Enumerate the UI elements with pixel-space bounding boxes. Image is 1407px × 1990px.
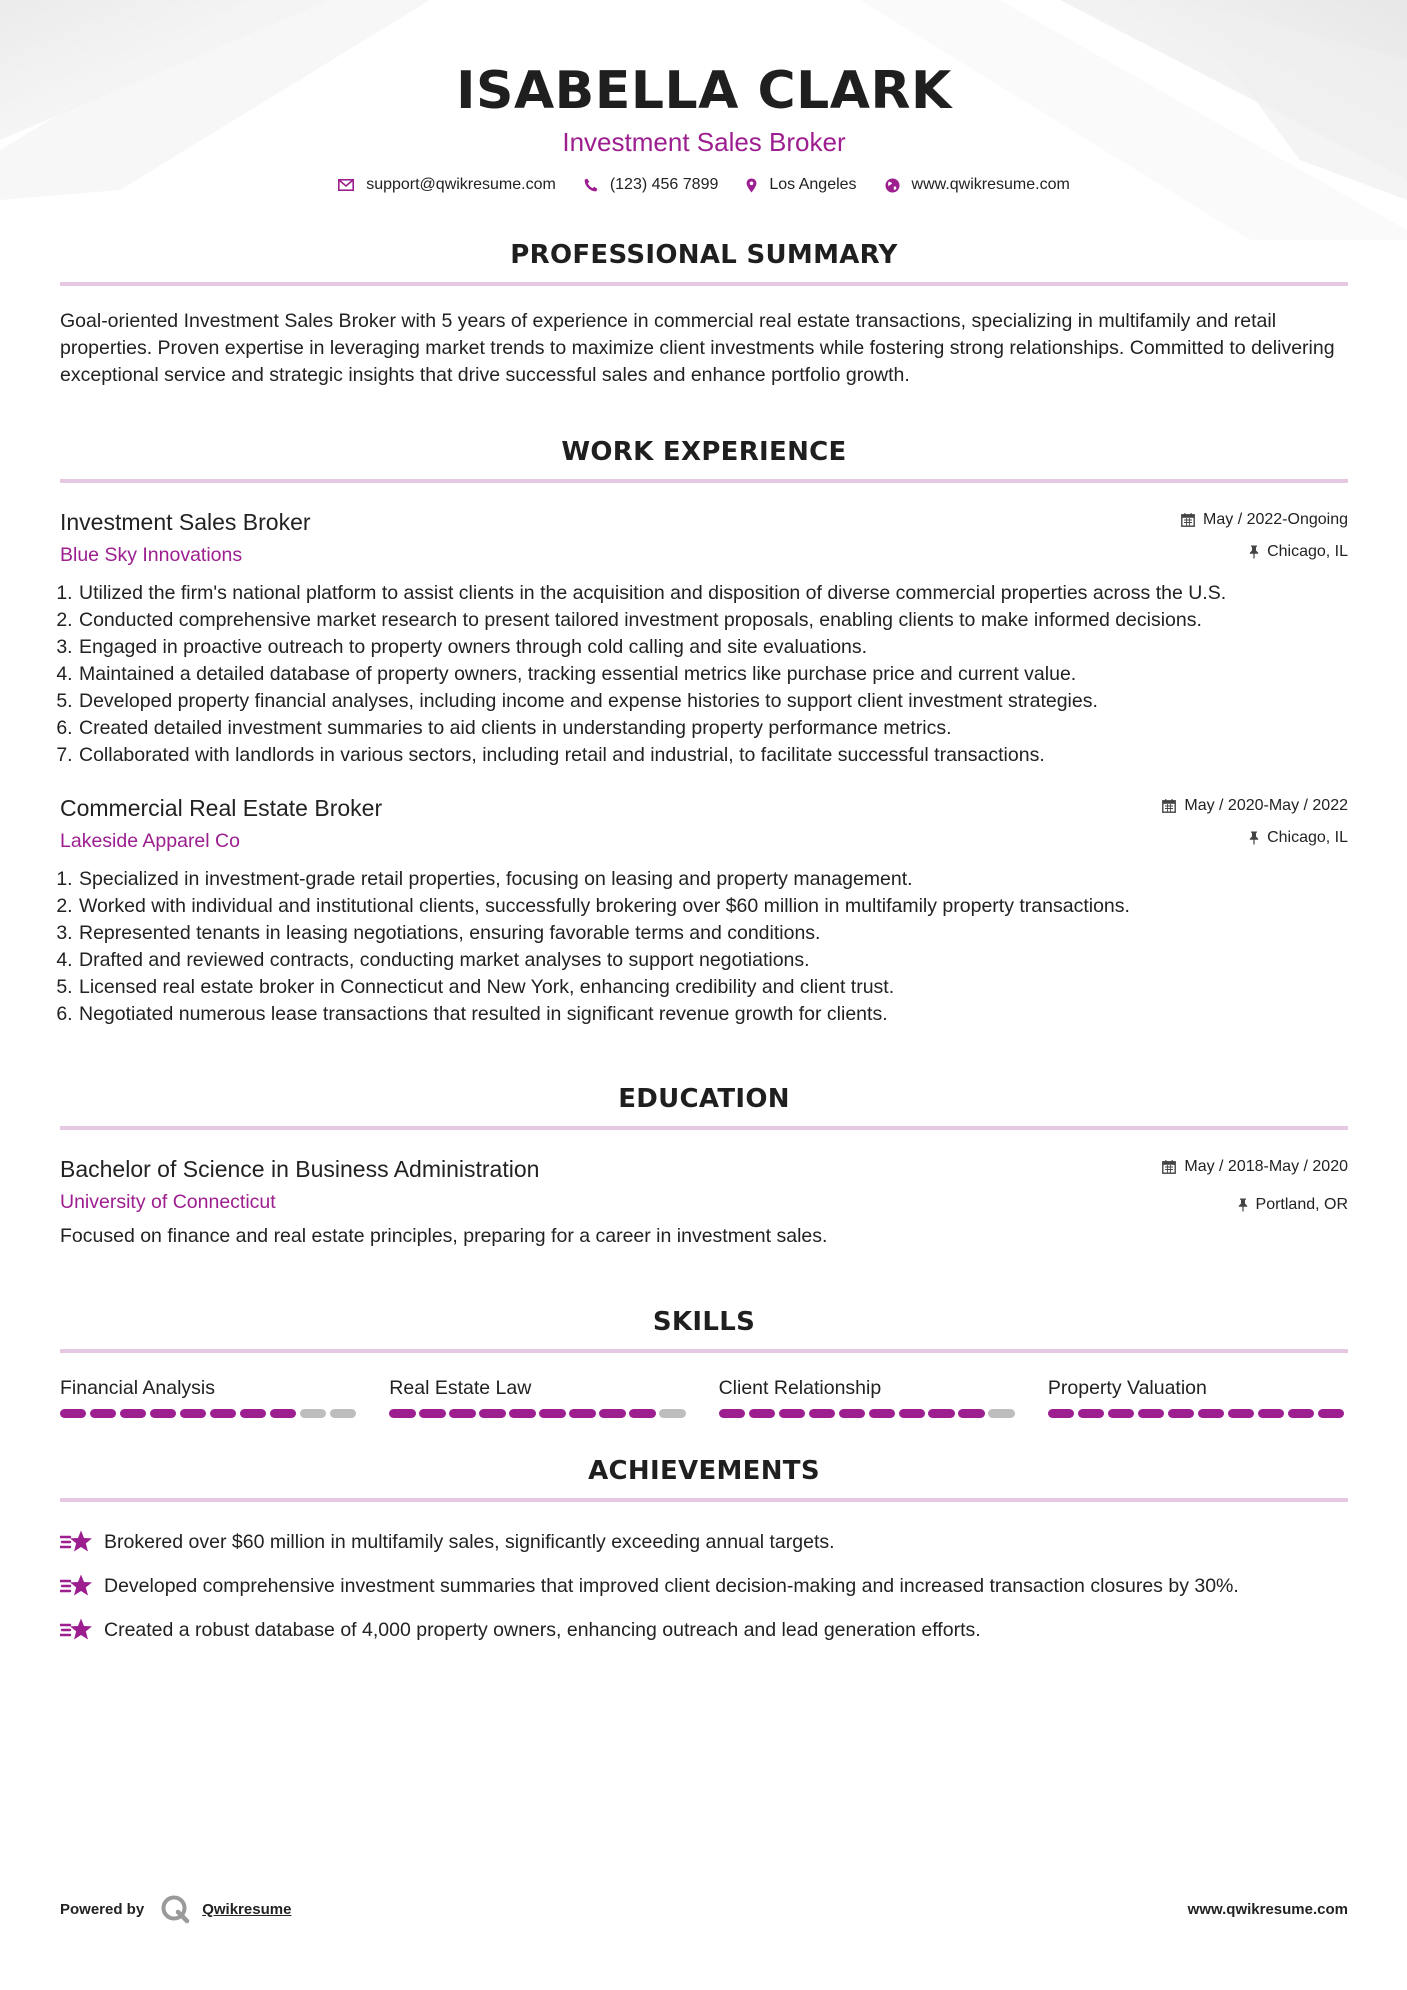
skill-name: Financial Analysis xyxy=(60,1377,215,1399)
skill-name: Property Valuation xyxy=(1047,1377,1207,1399)
education-school: University of Connecticut xyxy=(60,1191,276,1213)
education-meta xyxy=(1162,1154,1348,1218)
education-location-text: Portland, OR xyxy=(1255,1196,1348,1213)
achievement-text: Brokered over $60 million in multifamily sales, significantly exceeding annual targets. xyxy=(104,1530,835,1553)
skill-rating-bar xyxy=(1048,1409,1348,1418)
skill-segment-filled xyxy=(389,1409,415,1418)
skill-segment-filled xyxy=(839,1409,865,1418)
skill-segment-filled xyxy=(719,1409,745,1418)
job-dates-text: May / 2022-Ongoing xyxy=(1203,511,1348,528)
job-entry xyxy=(60,793,1348,1028)
list-item: 3. Engaged in proactive outreach to property owners through cold calling and site evaluations. xyxy=(78,634,1348,661)
skill-segment-filled xyxy=(1198,1409,1224,1418)
skill-segment-filled xyxy=(928,1409,954,1418)
list-item: 2. Conducted comprehensive market research to present tailored investment proposals, enabling clients to make informed decisions. xyxy=(78,607,1348,634)
resume-page xyxy=(60,0,1348,1652)
calendar-icon xyxy=(1162,1160,1176,1174)
skill-segment-filled xyxy=(1048,1409,1074,1418)
calendar-icon xyxy=(1162,799,1176,813)
page-footer xyxy=(60,1894,1348,1924)
skill-segment-filled xyxy=(1288,1409,1314,1418)
skill-segment-filled xyxy=(210,1409,236,1418)
shooting-star-icon xyxy=(60,1573,94,1599)
skill-segment-filled xyxy=(509,1409,535,1418)
skill-segment-filled xyxy=(539,1409,565,1418)
globe-icon xyxy=(885,178,900,193)
skills-heading: SKILLS xyxy=(652,1307,756,1337)
pushpin-icon xyxy=(1249,545,1259,559)
skill-segment-filled xyxy=(150,1409,176,1418)
contact-email[interactable] xyxy=(338,176,556,194)
job-location-text: Chicago, IL xyxy=(1267,543,1348,560)
achievements-heading: ACHIEVEMENTS xyxy=(588,1456,820,1486)
skill-segment-filled xyxy=(629,1409,655,1418)
phone-icon xyxy=(584,178,598,192)
map-pin-icon xyxy=(746,178,757,193)
skill-segment-filled xyxy=(120,1409,146,1418)
candidate-name: ISABELLA CLARK xyxy=(456,61,952,121)
education-location xyxy=(1162,1192,1348,1218)
experience-section xyxy=(60,437,1348,1028)
footer-branding xyxy=(60,1894,291,1924)
summary-section xyxy=(60,240,1348,389)
email-text: support@qwikresume.com xyxy=(366,176,556,193)
skill-segment-filled xyxy=(599,1409,625,1418)
job-company: Blue Sky Innovations xyxy=(60,544,243,566)
skill-item xyxy=(60,1375,360,1418)
skill-segment-filled xyxy=(1258,1409,1284,1418)
brand-link[interactable]: Qwikresume xyxy=(202,1900,292,1918)
skill-segment-filled xyxy=(270,1409,296,1418)
contact-bar xyxy=(60,176,1348,194)
skill-segment-filled xyxy=(449,1409,475,1418)
skill-segment-filled xyxy=(569,1409,595,1418)
skill-segment-filled xyxy=(869,1409,895,1418)
skill-segment-filled xyxy=(958,1409,984,1418)
skill-name: Real Estate Law xyxy=(389,1377,532,1399)
education-dates xyxy=(1162,1154,1348,1180)
job-entry xyxy=(60,507,1348,769)
job-bullets xyxy=(60,866,1348,1028)
list-item: 6. Created detailed investment summaries to aid clients in understanding property performance metrics. xyxy=(78,715,1348,742)
experience-heading: WORK EXPERIENCE xyxy=(561,437,847,467)
job-meta xyxy=(1162,793,1348,851)
list-item: 3. Represented tenants in leasing negotiations, ensuring favorable terms and conditions. xyxy=(78,920,1348,947)
skill-segment-filled xyxy=(60,1409,86,1418)
shooting-star-icon xyxy=(60,1529,94,1555)
skill-segment-empty xyxy=(988,1409,1014,1418)
job-bullets xyxy=(60,580,1348,769)
list-item: 7. Collaborated with landlords in various sectors, including retail and industrial, to facilitate successful transactions. xyxy=(78,742,1348,769)
location-text: Los Angeles xyxy=(769,176,857,193)
education-description: Focused on finance and real estate principles, preparing for a career in investment sales. xyxy=(60,1225,828,1247)
shooting-star-icon xyxy=(60,1617,94,1643)
achievement-item xyxy=(60,1564,1348,1608)
skill-segment-filled xyxy=(1108,1409,1134,1418)
summary-heading: PROFESSIONAL SUMMARY xyxy=(510,240,898,270)
achievements-section xyxy=(60,1456,1348,1652)
skill-segment-filled xyxy=(90,1409,116,1418)
skill-segment-empty xyxy=(300,1409,326,1418)
skill-segment-filled xyxy=(1078,1409,1104,1418)
section-divider xyxy=(60,1126,1348,1130)
job-location-text: Chicago, IL xyxy=(1267,829,1348,846)
section-divider xyxy=(60,1498,1348,1502)
job-location xyxy=(1162,825,1348,851)
job-dates-text: May / 2020-May / 2022 xyxy=(1184,797,1348,814)
skill-item xyxy=(719,1375,1019,1418)
section-divider xyxy=(60,282,1348,286)
achievements-list xyxy=(60,1520,1348,1652)
education-section xyxy=(60,1084,1348,1249)
achievement-text: Created a robust database of 4,000 property owners, enhancing outreach and lead generation efforts. xyxy=(104,1618,981,1641)
phone-text: (123) 456 7899 xyxy=(609,176,719,193)
pushpin-icon xyxy=(1238,1198,1248,1212)
skill-name: Client Relationship xyxy=(718,1377,882,1399)
skill-segment-filled xyxy=(479,1409,505,1418)
skill-item xyxy=(389,1375,689,1418)
contact-location xyxy=(746,176,856,194)
job-dates xyxy=(1162,793,1348,819)
education-entry xyxy=(60,1154,1348,1249)
qwikresume-logo-icon xyxy=(160,1894,190,1924)
skill-rating-bar xyxy=(60,1409,360,1418)
skill-segment-filled xyxy=(809,1409,835,1418)
education-dates-text: May / 2018-May / 2020 xyxy=(1184,1158,1348,1175)
skill-segment-filled xyxy=(419,1409,445,1418)
list-item: 1. Specialized in investment-grade retail properties, focusing on leasing and property management. xyxy=(78,866,1348,893)
website-text: www.qwikresume.com xyxy=(911,176,1070,193)
skill-segment-filled xyxy=(1168,1409,1194,1418)
list-item: 5. Developed property financial analyses, including income and expense histories to support client investment strategies. xyxy=(78,688,1348,715)
achievement-text: Developed comprehensive investment summaries that improved client decision-making and increased transaction closures by 30%. xyxy=(104,1574,1239,1597)
skill-segment-filled xyxy=(779,1409,805,1418)
skill-segment-empty xyxy=(330,1409,356,1418)
pushpin-icon xyxy=(1249,831,1259,845)
skill-item xyxy=(1048,1375,1348,1418)
skill-segment-filled xyxy=(1228,1409,1254,1418)
resume-header xyxy=(60,0,1348,194)
contact-phone[interactable] xyxy=(584,176,719,194)
skill-rating-bar xyxy=(389,1409,689,1418)
list-item: 4. Drafted and reviewed contracts, conducting market analyses to support negotiations. xyxy=(78,947,1348,974)
job-title: Commercial Real Estate Broker xyxy=(60,795,383,821)
list-item: 4. Maintained a detailed database of property owners, tracking essential metrics like purchase price and current value. xyxy=(78,661,1348,688)
section-divider xyxy=(60,479,1348,483)
calendar-icon xyxy=(1181,513,1195,527)
achievement-item xyxy=(60,1520,1348,1564)
skill-segment-filled xyxy=(899,1409,925,1418)
education-degree: Bachelor of Science in Business Administration xyxy=(60,1156,540,1182)
skills-section xyxy=(60,1307,1348,1418)
list-item: 1. Utilized the firm's national platform to assist clients in the acquisition and disposition of diverse commercial properties across the U.S. xyxy=(78,580,1348,607)
list-item: 5. Licensed real estate broker in Connecticut and New York, enhancing credibility and client trust. xyxy=(78,974,1348,1001)
job-title: Investment Sales Broker xyxy=(60,509,311,535)
skill-segment-filled xyxy=(1138,1409,1164,1418)
skill-segment-filled xyxy=(180,1409,206,1418)
envelope-icon xyxy=(338,179,354,191)
job-meta xyxy=(1181,507,1348,565)
job-location xyxy=(1181,539,1348,565)
section-divider xyxy=(60,1349,1348,1353)
skill-segment-filled xyxy=(240,1409,266,1418)
powered-by-label: Powered by xyxy=(60,1900,145,1918)
education-heading: EDUCATION xyxy=(618,1084,790,1114)
job-dates xyxy=(1181,507,1348,533)
list-item: 2. Worked with individual and institutional clients, successfully brokering over $60 million in multifamily property transactions. xyxy=(78,893,1348,920)
skill-rating-bar xyxy=(719,1409,1019,1418)
footer-website-link[interactable]: www.qwikresume.com xyxy=(1187,1900,1348,1918)
list-item: 6. Negotiated numerous lease transactions that resulted in significant revenue growth for clients. xyxy=(78,1001,1348,1028)
skill-segment-empty xyxy=(659,1409,685,1418)
skills-grid xyxy=(60,1375,1348,1418)
achievement-item xyxy=(60,1608,1348,1652)
job-company: Lakeside Apparel Co xyxy=(60,830,240,852)
contact-website[interactable] xyxy=(885,176,1070,194)
skill-segment-filled xyxy=(749,1409,775,1418)
candidate-role: Investment Sales Broker xyxy=(562,127,846,157)
skill-segment-filled xyxy=(1318,1409,1344,1418)
summary-text: Goal-oriented Investment Sales Broker with 5 years of experience in commercial real estate transactions, specializing in multifamily and retail properties. Proven expertise in leveraging market trends to maximize client investments while fostering strong relationships. Committed to delivering exceptional service and strategic insights that drive successful sales and enhance portfolio growth. xyxy=(60,310,1335,386)
